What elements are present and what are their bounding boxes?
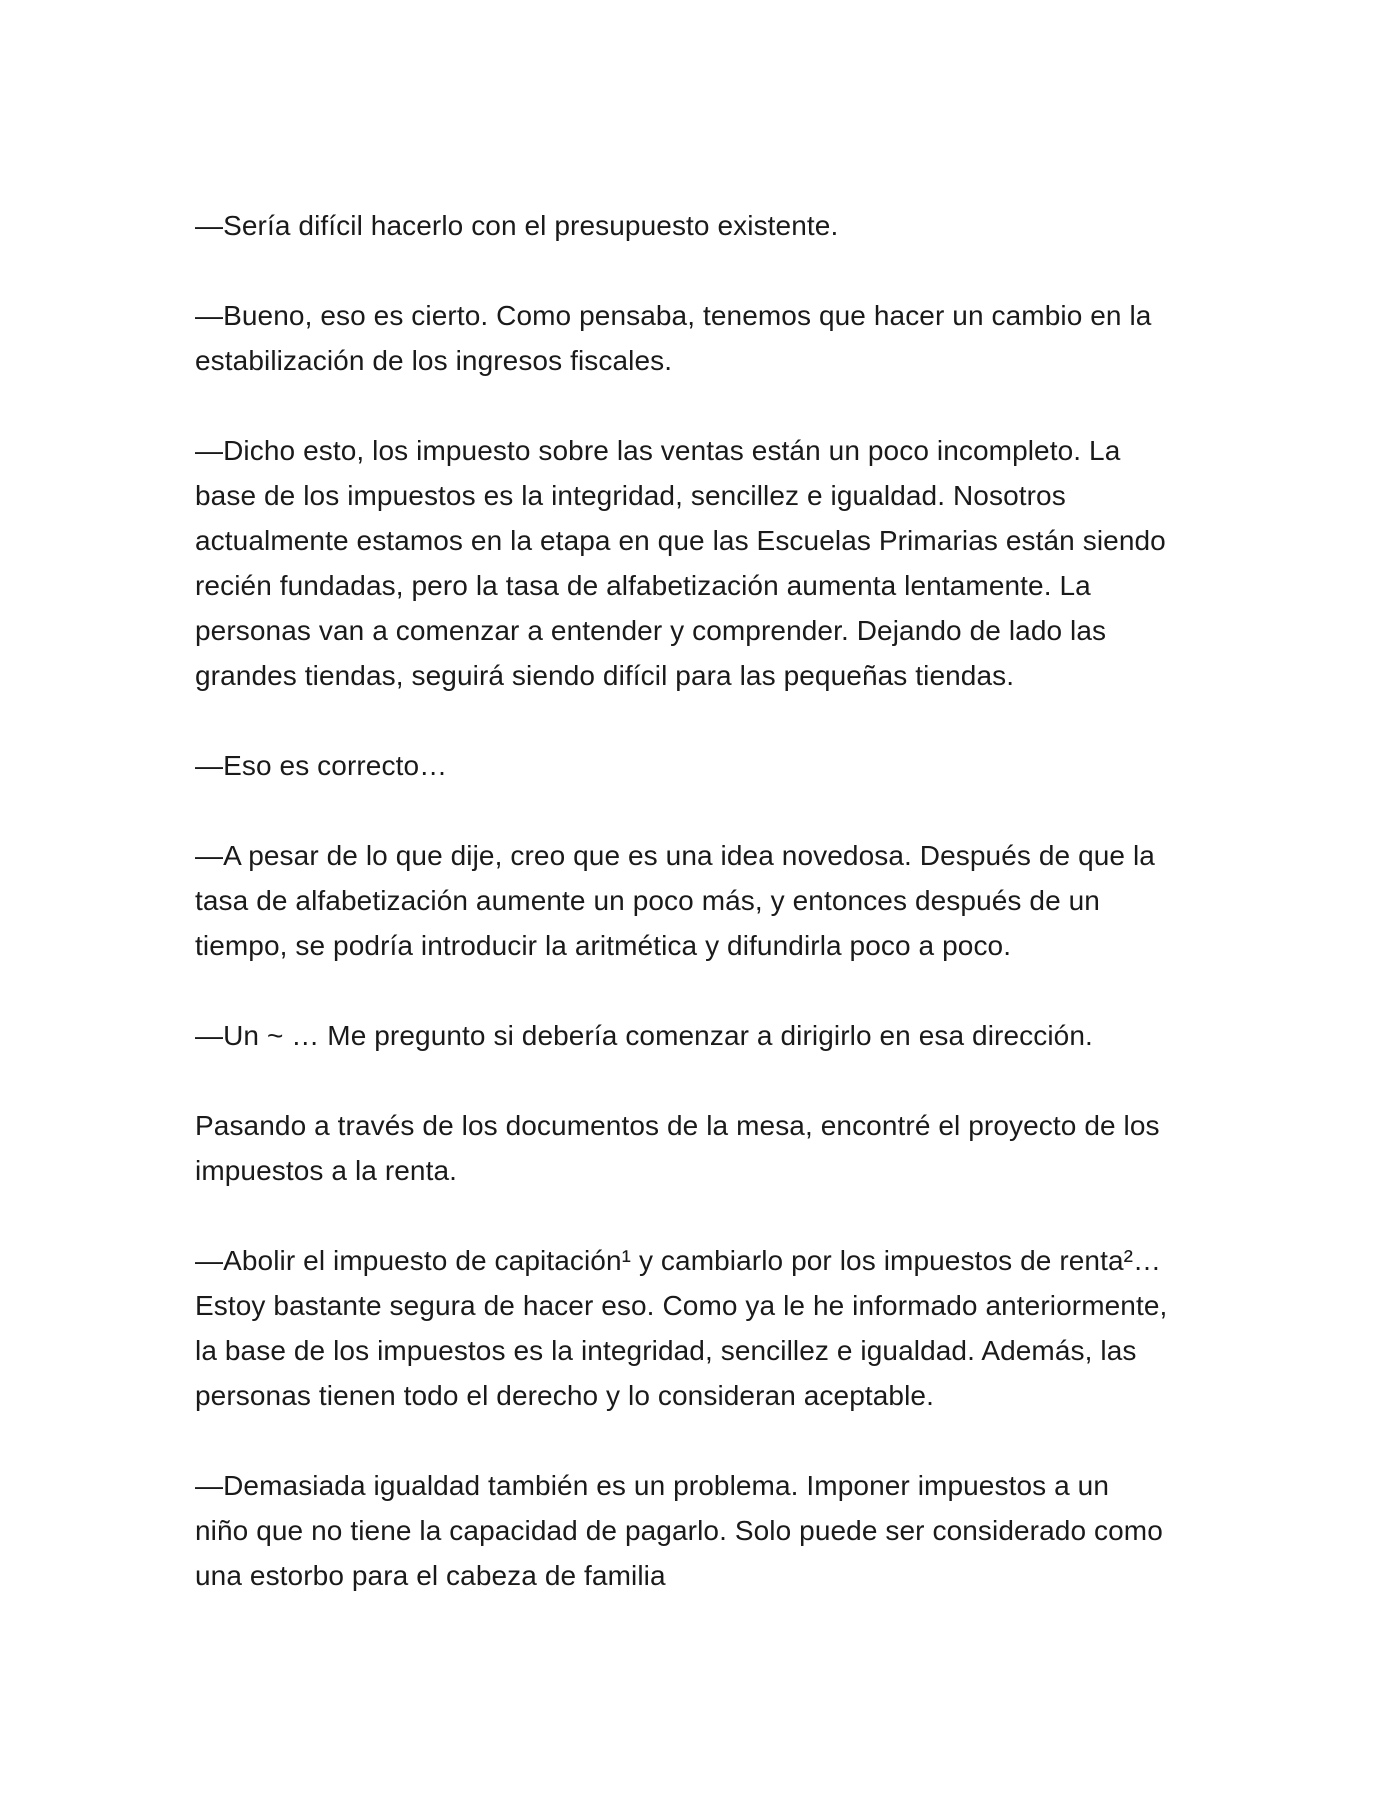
- paragraph-9: —Demasiada igualdad también es un problema. Imponer impuestos a un niño que no tiene la capacidad de pagarlo. Solo puede ser considerado como una estorbo para el cabeza de familia: [195, 1470, 1163, 1591]
- paragraph-6: —Un ~ … Me pregunto si debería comenzar a dirigirlo en esa dirección.: [195, 1020, 1093, 1051]
- paragraph-3: —Dicho esto, los impuesto sobre las ventas están un poco incompleto. La base de los impuestos es la integridad, sencillez e igualdad. Nosotros actualmente estamos en la etapa en que las Escuelas Primarias están siendo recién fundadas, pero la tasa de alfabetización aumenta lentamente. La personas van a comenzar a entender y comprender. Dejando de lado las grandes tiendas, seguirá siendo difícil para las pequeñas tiendas.: [195, 435, 1166, 691]
- paragraph-7: Pasando a través de los documentos de la mesa, encontré el proyecto de los impuestos a la renta.: [195, 1110, 1160, 1186]
- paragraph-4: —Eso es correcto…: [195, 750, 448, 781]
- paragraph-1: —Sería difícil hacerlo con el presupuesto existente.: [195, 210, 839, 241]
- paragraph-5: —A pesar de lo que dije, creo que es una idea novedosa. Después de que la tasa de alfabetización aumente un poco más, y entonces después de un tiempo, se podría introducir la aritmética y difundirla poco a poco.: [195, 840, 1155, 961]
- document-body: [195, 203, 1205, 1643]
- paragraph-2: —Bueno, eso es cierto. Como pensaba, tenemos que hacer un cambio en la estabilización de los ingresos fiscales.: [195, 300, 1152, 376]
- paragraph-8: —Abolir el impuesto de capitación¹ y cambiarlo por los impuestos de renta²… Estoy bastante segura de hacer eso. Como ya le he informado anteriormente, la base de los impuestos es la integridad, sencillez e igualdad. Además, las personas tienen todo el derecho y lo consideran aceptable.: [195, 1245, 1168, 1411]
